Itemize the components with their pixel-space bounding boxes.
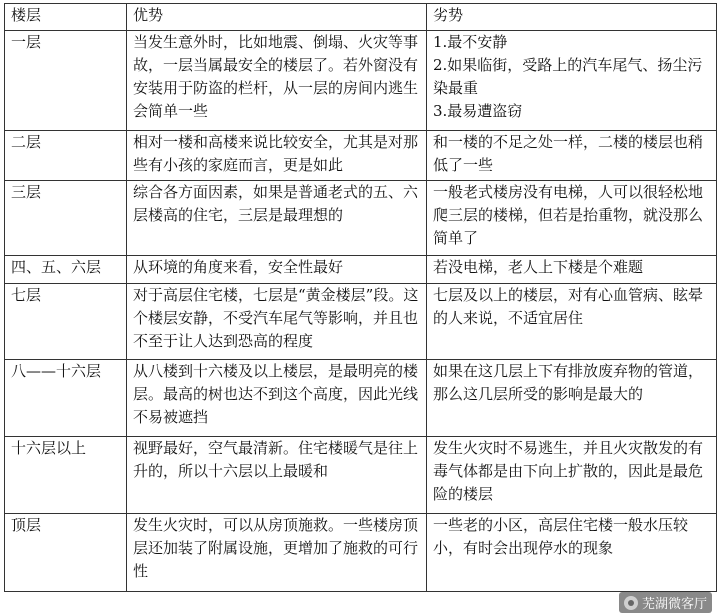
cons-cell: 发生火灾时不易逃生，并且火灾散发的有毒气体都是由下向上扩散的，因此是最危险的楼层 xyxy=(427,437,717,514)
cons-cell: 和一楼的不足之处一样，二楼的楼层也稍低了一些 xyxy=(427,131,717,181)
pros-cell: 对于高层住宅楼，七层是“黄金楼层”段。这个楼层安静，不受汽车尾气等影响，并且也不至于让人达到恐高的程度 xyxy=(127,284,427,360)
cons-cell: 1.最不安静 2.如果临街，受路上的汽车尾气、扬尘污染最重 3.最易遭盗窃 xyxy=(427,31,717,131)
cons-cell: 一些老的小区，高层住宅楼一般水压较小，有时会出现停水的现象 xyxy=(427,514,717,592)
cons-cell: 若没电梯，老人上下楼是个难题 xyxy=(427,256,717,284)
pros-cell: 从八楼到十六楼及以上楼层，是最明亮的楼层。最高的树也达不到这个高度，因此光线不易被遮挡 xyxy=(127,360,427,437)
floor-cell: 八——十六层 xyxy=(5,360,127,437)
floor-cell: 一层 xyxy=(5,31,127,131)
floor-cell: 顶层 xyxy=(5,514,127,592)
table-row xyxy=(5,360,717,437)
cons-cell: 七层及以上的楼层，对有心血管病、眩晕的人来说，不适宜居住 xyxy=(427,284,717,360)
header-cons: 劣势 xyxy=(427,4,717,31)
pros-cell: 当发生意外时，比如地震、倒塌、火灾等事故，一层当属最安全的楼层了。若外窗没有安装用于防盗的栏杆，从一层的房间内逃生会简单一些 xyxy=(127,31,427,131)
floor-cell: 四、五、六层 xyxy=(5,256,127,284)
pros-cell: 从环境的角度来看，安全性最好 xyxy=(127,256,427,284)
table-row xyxy=(5,256,717,284)
pros-cell: 视野最好，空气最清新。住宅楼暖气是往上升的，所以十六层以上最暖和 xyxy=(127,437,427,514)
table-row xyxy=(5,181,717,256)
floor-cell: 二层 xyxy=(5,131,127,181)
cons-cell: 如果在这几层上下有排放废弃物的管道，那么这几层所受的影响是最大的 xyxy=(427,360,717,437)
pros-cell: 发生火灾时，可以从房顶施救。一些楼房顶层还加装了附属设施，更增加了施救的可行性 xyxy=(127,514,427,592)
table-row xyxy=(5,437,717,514)
cons-cell: 一般老式楼房没有电梯，人可以很轻松地爬三层的楼梯，但若是抬重物，就没那么简单了 xyxy=(427,181,717,256)
header-floor: 楼层 xyxy=(5,4,127,31)
pros-cell: 综合各方面因素，如果是普通老式的五、六层楼高的住宅，三层是最理想的 xyxy=(127,181,427,256)
watermark-text: 芜湖微客厅 xyxy=(641,597,707,612)
pros-cell: 相对一楼和高楼来说比较安全，尤其是对那些有小孩的家庭而言，更是如此 xyxy=(127,131,427,181)
table-row xyxy=(5,514,717,592)
table-row xyxy=(5,131,717,181)
table-header-row xyxy=(5,4,717,31)
header-pros: 优势 xyxy=(127,4,427,31)
table-row xyxy=(5,31,717,131)
floor-cell: 十六层以上 xyxy=(5,437,127,514)
watermark xyxy=(619,592,712,613)
wechat-icon xyxy=(624,596,638,610)
table-row xyxy=(5,284,717,360)
floor-cell: 三层 xyxy=(5,181,127,256)
floor-comparison-table xyxy=(4,3,717,592)
floor-cell: 七层 xyxy=(5,284,127,360)
